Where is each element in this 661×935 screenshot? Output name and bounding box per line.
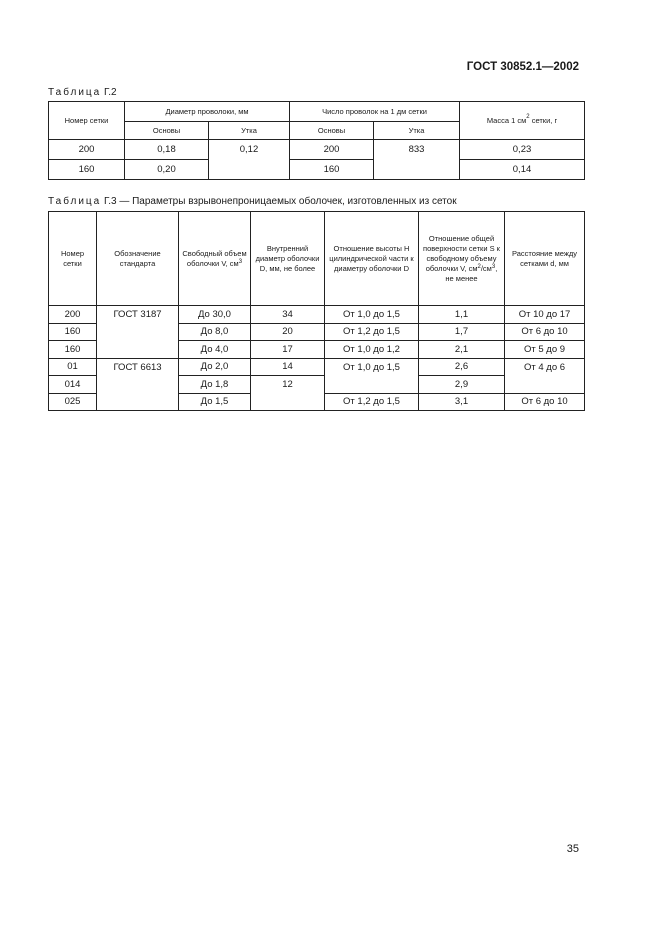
table2-cell-diameter-empty <box>251 393 325 411</box>
table1-header-number: Номер сетки <box>49 102 125 140</box>
table2-cell-standard: ГОСТ 3187 <box>97 306 179 359</box>
table2-cell-number: 01 <box>49 358 97 376</box>
table2-cell-distance-empty <box>505 376 585 394</box>
table1-cell-count-warp: 200 <box>290 140 374 160</box>
table2-cell-distance: От 10 до 17 <box>505 306 585 324</box>
page-number: 35 <box>566 843 579 855</box>
table2-cell-ratio: От 1,0 до 1,2 <box>325 341 419 359</box>
table1-header-diameter-weft: Утка <box>209 122 290 140</box>
document-code: ГОСТ 30852.1—2002 <box>466 61 579 73</box>
table2-header-volume-text: Свободный объем оболочки V, см <box>182 248 247 268</box>
table1-cell-count-warp: 160 <box>290 160 374 180</box>
table2-cell-standard: ГОСТ 6613 <box>97 358 179 411</box>
table1-header-diameter: Диаметр проволоки, мм <box>125 102 290 122</box>
table2-cell-volume: До 8,0 <box>179 323 251 341</box>
table-row <box>49 160 585 180</box>
table2-header-number: Номер сетки <box>49 212 97 306</box>
table2-cell-surface: 2,1 <box>419 341 505 359</box>
table2-cell-distance: От 6 до 10 <box>505 393 585 411</box>
table2-cell-ratio-empty <box>325 376 419 394</box>
table1-header-mass-pre: Масса 1 см <box>486 116 527 125</box>
table1-cell-number: 200 <box>49 140 125 160</box>
table2-cell-surface: 2,9 <box>419 376 505 394</box>
table1-cell-mass: 0,23 <box>460 140 585 160</box>
table2-cell-distance: От 6 до 10 <box>505 323 585 341</box>
table2-header-surface-sup2: 3 <box>491 263 496 270</box>
table1-header-mass <box>460 102 585 140</box>
table2-header-surface-sup1: 2 <box>477 263 481 270</box>
table2-cell-surface: 1,7 <box>419 323 505 341</box>
table2-cell-ratio: От 1,2 до 1,5 <box>325 393 419 411</box>
table2-cell-ratio: От 1,0 до 1,5 <box>325 306 419 324</box>
table2-cell-volume: До 1,5 <box>179 393 251 411</box>
table2-caption-text: — Параметры взрывонепроницаемых оболочек, изготовленных из сеток <box>116 196 457 207</box>
table2-cell-ratio: От 1,2 до 1,5 <box>325 323 419 341</box>
table2-header-ratio: Отношение высоты H цилиндрической части к диаметру оболочки D <box>325 212 419 306</box>
table2-cell-number: 014 <box>49 376 97 394</box>
table1-cell-count-weft-empty <box>374 160 460 180</box>
table1-cell-diameter-weft-empty <box>209 160 290 180</box>
table2-cell-diameter: 12 <box>251 376 325 394</box>
table2-cell-volume: До 1,8 <box>179 376 251 394</box>
table2-cell-diameter: 17 <box>251 341 325 359</box>
table1-cell-diameter-weft: 0,12 <box>209 140 290 160</box>
table2-cell-diameter: 20 <box>251 323 325 341</box>
table1-header-mass-sup: 2 <box>526 114 530 120</box>
mesh-parameters-table <box>48 101 585 180</box>
table2-cell-number: 200 <box>49 306 97 324</box>
table2-cell-number: 160 <box>49 323 97 341</box>
table-row <box>49 358 585 376</box>
enclosure-parameters-table <box>48 211 585 411</box>
table2-cell-number: 025 <box>49 393 97 411</box>
table2-cell-volume: До 2,0 <box>179 358 251 376</box>
table1-cell-mass: 0,14 <box>460 160 585 180</box>
table2-cell-surface: 1,1 <box>419 306 505 324</box>
table2-header-diameter: Внутренний диаметр оболочки D, мм, не более <box>251 212 325 306</box>
table1-cell-diameter-warp: 0,18 <box>125 140 209 160</box>
table1-caption-label: Таблица <box>48 87 102 98</box>
table2-header-volume-sup: 3 <box>238 258 243 265</box>
table2-header-surface-text: Отношение общей поверхности сетки S к свободному объему оболочки V, см <box>423 233 500 273</box>
table2-caption-number: Г.3 <box>104 196 117 207</box>
table1-header-count: Число проволок на 1 дм сетки <box>290 102 460 122</box>
table2-caption <box>48 196 457 207</box>
table2-header-surface <box>419 212 505 306</box>
table2-cell-distance: От 5 до 9 <box>505 341 585 359</box>
table1-header-count-warp: Основы <box>290 122 374 140</box>
table-row <box>49 140 585 160</box>
table2-header-distance: Расстояние между сетками d, мм <box>505 212 585 306</box>
table1-caption <box>48 87 117 98</box>
table2-header-row <box>49 212 585 306</box>
table1-header-count-weft: Утка <box>374 122 460 140</box>
table1-header-diameter-warp: Основы <box>125 122 209 140</box>
table2-cell-distance: От 4 до 6 <box>505 358 585 376</box>
table2-cell-volume: До 30,0 <box>179 306 251 324</box>
table1-cell-diameter-warp: 0,20 <box>125 160 209 180</box>
table2-header-standard: Обозначение стандарта <box>97 212 179 306</box>
table2-cell-diameter: 14 <box>251 358 325 376</box>
table2-cell-ratio: От 1,0 до 1,5 <box>325 358 419 376</box>
table1-header-mass-post: сетки, г <box>529 116 558 125</box>
table2-header-volume <box>179 212 251 306</box>
table2-header-surface-mid: /см <box>480 263 492 273</box>
table2-caption-label: Таблица <box>48 196 102 207</box>
table2-cell-number: 160 <box>49 341 97 359</box>
table-row <box>49 306 585 324</box>
table2-header-surface-post: , не менее <box>445 263 498 283</box>
table2-cell-surface: 3,1 <box>419 393 505 411</box>
table2-cell-diameter: 34 <box>251 306 325 324</box>
table1-cell-count-weft: 833 <box>374 140 460 160</box>
table1-cell-number: 160 <box>49 160 125 180</box>
table2-cell-surface: 2,6 <box>419 358 505 376</box>
table1-header-row <box>49 102 585 122</box>
table1-caption-number: Г.2 <box>104 87 117 98</box>
table2-cell-volume: До 4,0 <box>179 341 251 359</box>
